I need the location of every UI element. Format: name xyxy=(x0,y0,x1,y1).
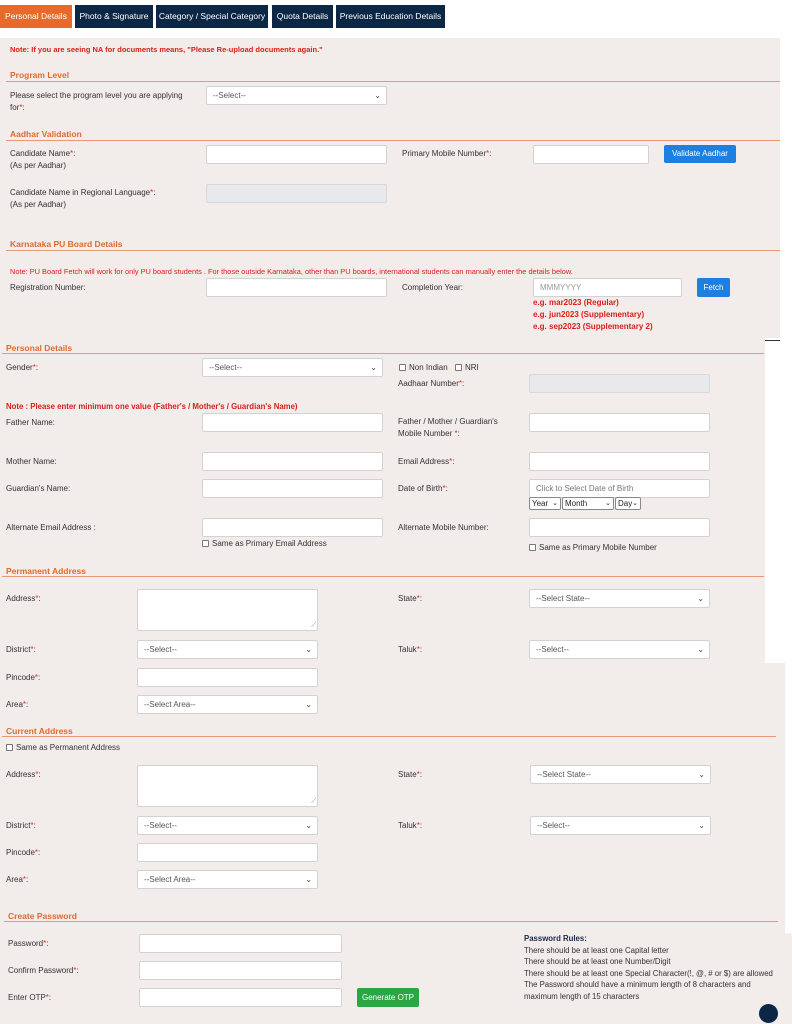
non-indian-checkbox[interactable] xyxy=(399,364,406,371)
password-rule: There should be at least one Capital letter xyxy=(524,945,669,955)
non-indian-label: Non Indian xyxy=(409,363,448,372)
permanent-taluk-value: --Select-- xyxy=(536,645,569,654)
tab-personal-details[interactable]: Personal Details xyxy=(0,5,72,28)
current-pincode-input[interactable] xyxy=(137,843,318,862)
current-district-label-text: District xyxy=(6,821,31,830)
email-address-label: Email Address*: xyxy=(398,457,455,466)
current-taluk-label: Taluk*: xyxy=(398,821,423,830)
section-divider xyxy=(6,140,780,141)
program-level-label: Please select the program level you are applying for*: xyxy=(10,91,183,112)
candidate-name-label-text: Candidate Name xyxy=(10,149,71,158)
current-taluk-label-text: Taluk xyxy=(398,821,417,830)
section-divider xyxy=(2,736,776,737)
password-rule: The Password should have a minimum length of 8 characters and xyxy=(524,980,751,989)
current-state-value: --Select State-- xyxy=(537,770,591,779)
completion-example-regular: e.g. mar2023 (Regular) xyxy=(533,298,619,307)
permanent-state-value: --Select State-- xyxy=(536,594,590,603)
password-rules xyxy=(524,933,790,1002)
permanent-address-textarea[interactable] xyxy=(137,589,318,631)
required-mark: * xyxy=(35,770,39,779)
chevron-down-icon: ⌄ xyxy=(697,645,704,654)
required-mark: * xyxy=(458,379,463,388)
required-mark: * xyxy=(35,594,39,603)
current-district-select[interactable] xyxy=(137,816,318,835)
permanent-state-label-text: State xyxy=(398,594,417,603)
required-mark: * xyxy=(70,149,74,158)
program-level-select-value: --Select-- xyxy=(213,91,246,100)
father-name-label: Father Name: xyxy=(6,418,55,427)
required-mark: * xyxy=(19,103,23,112)
create-password-title: Create Password xyxy=(8,911,77,921)
password-rules-title: Password Rules: xyxy=(524,934,587,943)
current-address-title: Current Address xyxy=(6,726,73,736)
permanent-area-value: --Select Area-- xyxy=(144,700,196,709)
aadhaar-number-label: Aadhaar Number*: xyxy=(398,379,465,388)
password-label: Password*: xyxy=(8,939,49,948)
required-mark: * xyxy=(22,700,27,709)
pu-board-title: Karnataka PU Board Details xyxy=(10,239,123,249)
section-divider xyxy=(6,81,780,82)
required-mark: * xyxy=(30,821,34,830)
required-mark: * xyxy=(43,939,47,948)
current-taluk-select[interactable] xyxy=(530,816,711,835)
permanent-area-label: Area*: xyxy=(6,700,29,709)
chevron-down-icon: ⌄ xyxy=(552,500,558,507)
permanent-district-label-text: District xyxy=(6,645,31,654)
current-area-value: --Select Area-- xyxy=(144,875,196,884)
required-mark: * xyxy=(34,848,39,857)
current-pincode-label-text: Pincode xyxy=(6,848,35,857)
permanent-taluk-select[interactable] xyxy=(529,640,710,659)
tab-previous-education[interactable]: Previous Education Details xyxy=(336,5,445,28)
dob-year-select[interactable] xyxy=(529,497,561,510)
permanent-address-label: Address*: xyxy=(6,594,41,603)
date-of-birth-label: Date of Birth*: xyxy=(398,484,448,493)
regional-name-label: Candidate Name in Regional Language*: (As per Aadhar) xyxy=(10,188,156,209)
confirm-password-label-text: Confirm Password xyxy=(8,966,74,975)
pu-board-note: Note: PU Board Fetch will work for only PU board students . For those outside Karnataka, other than PU boards, international students can manually enter the details below. xyxy=(10,267,573,276)
permanent-taluk-label: Taluk*: xyxy=(398,645,423,654)
required-mark: * xyxy=(442,484,446,493)
guardian-mobile-label: Father / Mother / Guardian's Mobile Number *: xyxy=(398,417,498,438)
same-mobile-checkbox[interactable] xyxy=(529,544,536,551)
divider-mark xyxy=(765,340,780,341)
chevron-down-icon: ⌄ xyxy=(374,91,381,100)
alt-email-input[interactable] xyxy=(202,518,383,537)
gender-label-text: Gender xyxy=(6,363,33,372)
as-per-aadhar-note: (As per Aadhar) xyxy=(10,200,67,209)
gender-select-value: --Select-- xyxy=(209,363,242,372)
dob-month-value: Month xyxy=(565,499,588,508)
section-divider xyxy=(4,921,778,922)
resize-grip-icon[interactable]: ⟋ xyxy=(311,798,316,805)
primary-mobile-input[interactable] xyxy=(533,145,649,164)
required-mark: * xyxy=(416,645,420,654)
personal-details-title: Personal Details xyxy=(6,343,73,353)
otp-label: Enter OTP*: xyxy=(8,993,52,1002)
guardian-mobile-input[interactable] xyxy=(529,413,710,432)
confirm-password-label: Confirm Password*: xyxy=(8,966,79,975)
guardian-mobile-label-line1: Father / Mother / Guardian's xyxy=(398,417,498,426)
same-mobile-label: Same as Primary Mobile Number xyxy=(539,543,657,552)
current-state-select[interactable] xyxy=(530,765,711,784)
otp-input[interactable] xyxy=(139,988,342,1007)
candidate-name-label: Candidate Name*: (As per Aadhar) xyxy=(10,149,76,170)
current-state-label: State*: xyxy=(398,770,423,779)
permanent-taluk-label-text: Taluk xyxy=(398,645,417,654)
program-level-title: Program Level xyxy=(10,70,70,80)
confirm-password-input[interactable] xyxy=(139,961,342,980)
program-level-label-line2: for xyxy=(10,103,20,112)
registration-number-input[interactable] xyxy=(206,278,387,297)
completion-example-supplementary-2: e.g. sep2023 (Supplementary 2) xyxy=(533,322,653,331)
dob-day-select[interactable] xyxy=(615,497,641,510)
resize-grip-icon[interactable]: ⟋ xyxy=(311,622,316,629)
current-address-label: Address*: xyxy=(6,770,41,779)
same-email-checkbox[interactable] xyxy=(202,540,209,547)
dob-year-value: Year xyxy=(532,499,549,508)
reupload-note: Note: If you are seeing NA for documents means, "Please Re-upload documents again." xyxy=(10,45,323,54)
required-mark: * xyxy=(416,770,420,779)
section-divider xyxy=(6,250,780,251)
same-email-label: Same as Primary Email Address xyxy=(212,539,327,548)
required-mark: * xyxy=(486,149,490,158)
same-as-permanent-checkbox[interactable] xyxy=(6,744,13,751)
fetch-button[interactable]: Fetch xyxy=(697,278,730,297)
required-mark: * xyxy=(73,966,77,975)
password-rule: There should be at least one Number/Digit xyxy=(524,957,671,966)
candidate-name-input[interactable] xyxy=(206,145,387,164)
form-background-bottom xyxy=(0,663,785,933)
required-mark: * xyxy=(416,821,420,830)
permanent-state-select[interactable] xyxy=(529,589,710,608)
permanent-pincode-input[interactable] xyxy=(137,668,318,687)
current-pincode-label: Pincode*: xyxy=(6,848,41,857)
permanent-address-label-text: Address xyxy=(6,594,36,603)
required-mark: * xyxy=(449,457,453,466)
dob-month-select[interactable] xyxy=(562,497,614,510)
scroll-to-top-button[interactable] xyxy=(759,1004,778,1023)
chevron-down-icon: ⌄ xyxy=(605,500,611,507)
completion-year-input[interactable]: MMMYYYY xyxy=(533,278,682,297)
current-address-textarea[interactable] xyxy=(137,765,318,807)
chevron-down-icon: ⌄ xyxy=(697,594,704,603)
current-district-label: District*: xyxy=(6,821,36,830)
generate-otp-button[interactable]: Generate OTP xyxy=(357,988,419,1007)
chevron-down-icon: ⌄ xyxy=(305,875,312,884)
required-mark: * xyxy=(22,875,27,884)
completion-year-label: Completion Year: xyxy=(402,283,463,292)
same-as-permanent-label: Same as Permanent Address xyxy=(16,743,121,752)
password-rule: maximum length of 15 characters xyxy=(524,991,640,1001)
completion-example-supplementary: e.g. jun2023 (Supplementary) xyxy=(533,310,645,319)
current-address-label-text: Address xyxy=(6,770,36,779)
primary-mobile-label-text: Primary Mobile Number xyxy=(402,149,487,158)
email-address-label-text: Email Address xyxy=(398,457,450,466)
permanent-district-select[interactable] xyxy=(137,640,318,659)
permanent-state-label: State*: xyxy=(398,594,423,603)
tab-category[interactable]: Category / Special Category xyxy=(156,5,268,28)
permanent-district-value: --Select-- xyxy=(144,645,177,654)
current-area-label: Area*: xyxy=(6,875,29,884)
permanent-address-title: Permanent Address xyxy=(6,566,86,576)
regional-name-label-text: Candidate Name in Regional Language xyxy=(10,188,151,197)
mother-name-label: Mother Name: xyxy=(6,457,57,466)
chevron-down-icon: ⌄ xyxy=(305,700,312,709)
alt-mobile-label: Alternate Mobile Number: xyxy=(398,523,489,532)
aadhar-validation-title: Aadhar Validation xyxy=(10,129,82,139)
permanent-area-label-text: Area xyxy=(6,700,23,709)
required-mark: * xyxy=(34,673,39,682)
nri-label: NRI xyxy=(465,363,479,372)
password-input[interactable] xyxy=(139,934,342,953)
section-divider xyxy=(2,576,764,577)
validate-aadhar-button[interactable]: Validate Aadhar xyxy=(664,145,736,163)
guardian-name-label: Guardian's Name: xyxy=(6,484,71,493)
permanent-area-select[interactable] xyxy=(137,695,318,714)
guardian-name-input[interactable] xyxy=(202,479,383,498)
chevron-down-icon: ⌄ xyxy=(305,821,312,830)
current-area-label-text: Area xyxy=(6,875,23,884)
tab-photo-signature[interactable]: Photo & Signature xyxy=(75,5,153,28)
chevron-down-icon: ⌄ xyxy=(698,821,705,830)
required-mark: * xyxy=(32,363,36,372)
chevron-down-icon: ⌄ xyxy=(370,363,377,372)
program-level-select[interactable] xyxy=(206,86,387,105)
permanent-pincode-label: Pincode*: xyxy=(6,673,41,682)
current-area-select[interactable] xyxy=(137,870,318,889)
guardian-mobile-label-line2: Mobile Number xyxy=(398,429,453,438)
registration-number-label: Registration Number: xyxy=(10,283,86,292)
section-divider xyxy=(2,353,764,354)
chevron-down-icon: ⌄ xyxy=(632,500,638,507)
gender-select[interactable] xyxy=(202,358,383,377)
mother-name-input[interactable] xyxy=(202,452,383,471)
father-name-input[interactable] xyxy=(202,413,383,432)
tab-quota-details[interactable]: Quota Details xyxy=(272,5,333,28)
required-mark: * xyxy=(150,188,154,197)
aadhaar-number-label-text: Aadhaar Number xyxy=(398,379,459,388)
required-mark: * xyxy=(454,429,458,438)
permanent-pincode-label-text: Pincode xyxy=(6,673,35,682)
current-district-value: --Select-- xyxy=(144,821,177,830)
chevron-down-icon: ⌄ xyxy=(698,770,705,779)
date-of-birth-input[interactable]: Click to Select Date of Birth xyxy=(529,479,710,498)
program-level-label-line1: Please select the program level you are applying xyxy=(10,91,183,100)
as-per-aadhar-note: (As per Aadhar) xyxy=(10,161,67,170)
password-rule: There should be at least one Special Character(!, @, # or $) are allowed xyxy=(524,968,773,978)
password-label-text: Password xyxy=(8,939,44,948)
email-address-input[interactable] xyxy=(529,452,710,471)
parent-name-note: Note : Please enter minimum one value (Father's / Mother's / Guardian's Name) xyxy=(6,402,298,411)
nri-checkbox[interactable] xyxy=(455,364,462,371)
required-mark: * xyxy=(30,645,34,654)
required-mark: * xyxy=(416,594,420,603)
regional-name-input[interactable] xyxy=(206,184,387,203)
date-of-birth-label-text: Date of Birth xyxy=(398,484,443,493)
chevron-down-icon: ⌄ xyxy=(305,645,312,654)
current-taluk-value: --Select-- xyxy=(537,821,570,830)
permanent-district-label: District*: xyxy=(6,645,36,654)
aadhaar-number-input[interactable] xyxy=(529,374,710,393)
required-mark: * xyxy=(45,993,49,1002)
current-state-label-text: State xyxy=(398,770,417,779)
gender-label: Gender*: xyxy=(6,363,39,372)
otp-label-text: Enter OTP xyxy=(8,993,46,1002)
alt-mobile-input[interactable] xyxy=(529,518,710,537)
alt-email-label: Alternate Email Address : xyxy=(6,523,96,532)
dob-day-value: Day xyxy=(618,499,633,508)
primary-mobile-label: Primary Mobile Number*: xyxy=(402,149,492,158)
